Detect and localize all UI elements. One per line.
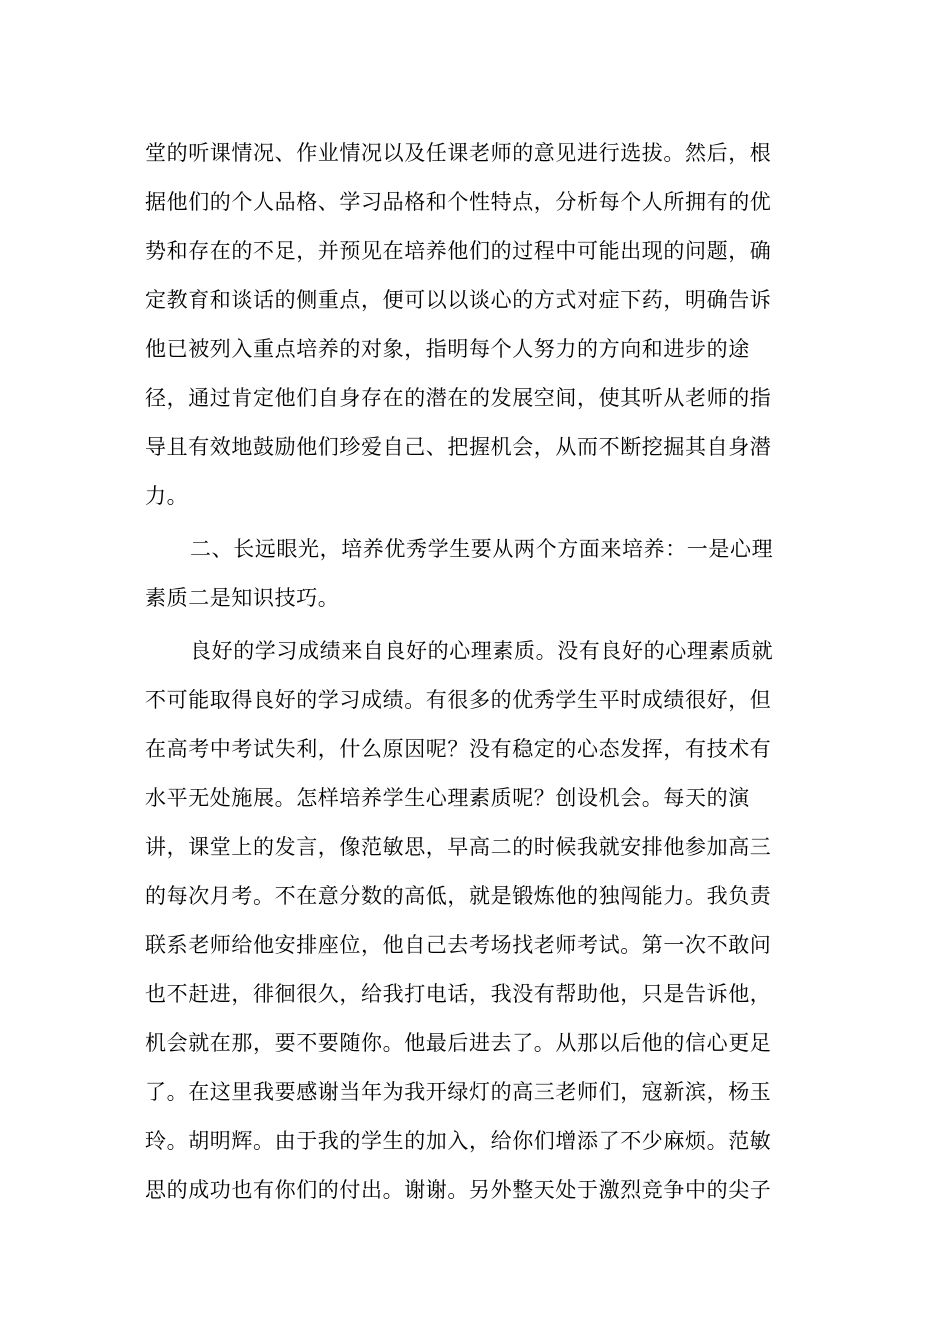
text-line: 径，通过肯定他们自身存在的潜在的发展空间，使其听从老师的指 [145, 386, 772, 410]
text-line: 势和存在的不足，并预见在培养他们的过程中可能出现的问题，确 [145, 239, 772, 263]
text-line: 了。在这里我要感谢当年为我开绿灯的高三老师们，寇新滨，杨玉 [145, 1080, 772, 1104]
text-line: 堂的听课情况、作业情况以及任课老师的意见进行选拔。然后，根 [145, 141, 772, 165]
text-line: 力。 [145, 484, 189, 508]
text-line: 讲，课堂上的发言，像范敏思，早高二的时候我就安排他参加高三 [145, 835, 772, 859]
text-line: 良好的学习成绩来自良好的心理素质。没有良好的心理素质就 [190, 639, 774, 663]
text-line: 水平无处施展。怎样培养学生心理素质呢？创设机会。每天的演 [145, 786, 750, 810]
text-line: 也不赶进，徘徊很久，给我打电话，我没有帮助他，只是告诉他， [145, 982, 772, 1006]
text-line: 思的成功也有你们的付出。谢谢。另外整天处于激烈竞争中的尖子 [145, 1178, 772, 1202]
text-line: 据他们的个人品格、学习品格和个性特点，分析每个人所拥有的优 [145, 190, 772, 214]
text-line: 联系老师给他安排座位，他自己去考场找老师考试。第一次不敢问 [145, 933, 772, 957]
text-line: 不可能取得良好的学习成绩。有很多的优秀学生平时成绩很好，但 [145, 688, 772, 712]
text-line: 定教育和谈话的侧重点，便可以以谈心的方式对症下药，明确告诉 [145, 288, 772, 312]
text-line: 导且有效地鼓励他们珍爱自己、把握机会，从而不断挖掘其自身潜 [145, 435, 772, 459]
text-line: 玲。胡明辉。由于我的学生的加入，给你们增添了不少麻烦。范敏 [145, 1129, 772, 1153]
text-line: 素质二是知识技巧。 [145, 586, 340, 610]
text-line: 的每次月考。不在意分数的高低，就是锻炼他的独闯能力。我负责 [145, 884, 772, 908]
text-line: 机会就在那，要不要随你。他最后进去了。从那以后他的信心更足 [145, 1031, 772, 1055]
text-line: 二、长远眼光，培养优秀学生要从两个方面来培养：一是心理 [190, 537, 774, 561]
text-line: 他已被列入重点培养的对象，指明每个人努力的方向和进步的途 [145, 337, 750, 361]
text-line: 在高考中考试失利，什么原因呢？没有稳定的心态发挥，有技术有 [145, 737, 772, 761]
